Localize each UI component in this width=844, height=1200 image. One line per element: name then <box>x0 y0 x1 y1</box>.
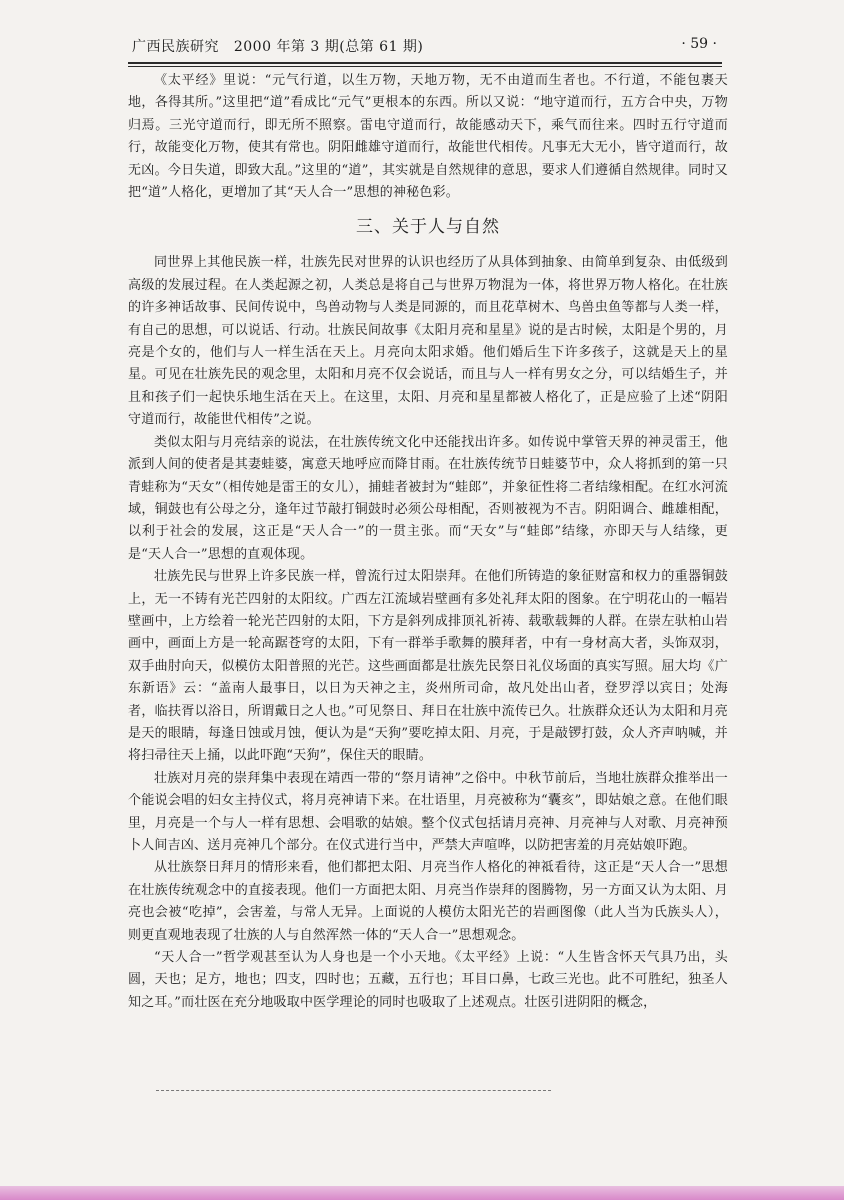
header-rule <box>128 62 722 67</box>
paragraph: 从壮族祭日拜月的情形来看，他们都把太阳、月亮当作人格化的神祗看待，这正是“天人合一”思想在壮族传统观念中的直接表现。他们一方面把太阳、月亮当作崇拜的图腾物，另一方面又认为太阳、月亮也会被“吃掉”，会害羞，与常人无异。上面说的人模仿太阳光芒的岩画图像（此人当为氏族头人），则更直观地表现了壮族的人与自然浑然一体的“天人合一”思想观念。 <box>128 860 728 943</box>
journal-name: 广西民族研究 <box>132 39 219 55</box>
paragraph: 类似太阳与月亮结亲的说法，在壮族传统文化中还能找出许多。如传说中掌管天界的神灵雷王，他派到人间的使者是其妻蛙婆，寓意天地呼应而降甘雨。在壮族传统节日蛙婆节中，众人将抓到的第一只青蛙称为“天女”（相传她是雷王的女儿），捕蛙者被封为“蛙郎”，并象征性将二者结缘相配。在红水河流域，铜鼓也有公母之分，逢年过节敲打铜鼓时必须公母相配，否则被视为不吉。阴阳调合、雌雄相配，以利于社会的发展，这正是“天人合一”的一贯主张。而“天女”与“蛙郎”结缘，亦即天与人结缘，更是“天人合一”思想的直观体现。 <box>128 434 728 562</box>
paragraph: 壮族先民与世界上许多民族一样，曾流行过太阳崇拜。在他们所铸造的象征财富和权力的重器铜鼓上，无一不铸有光芒四射的太阳纹。广西左江流域岩壁画有多处礼拜太阳的图象。在宁明花山的一幅岩壁画中，上方绘着一轮光芒四射的太阳，下方是斜列成排顶礼祈祷、载歌载舞的人群。在崇左驮柏山岩画中，画面上方是一轮高踞苍穹的太阳，下有一群举手歌舞的膜拜者，中有一身材高大者，头饰双羽，双手曲肘向天，似模仿太阳普照的光芒。这些画面都是壮族先民祭日礼仪场面的真实写照。屈大均《广东新语》云：“盖南人最事日，以日为天神之主，炎州所司命，故凡处出山者，登罗浮以宾日；处海者，临扶胥以浴日，所谓戴日之人也。”可见祭日、拜日在壮族中流传已久。壮族群众还认为太阳和月亮是天的眼睛，每逢日蚀或月蚀，便认为是“天狗”要吃掉太阳、月亮，于是敲锣打鼓，众人齐声呐喊，并将扫帚往天上捅，以此吓跑“天狗”，保住天的眼睛。 <box>128 569 728 764</box>
issue-label: 2000 年第 3 期(总第 61 期) <box>233 39 424 55</box>
paragraph: 壮族对月亮的崇拜集中表现在靖西一带的“祭月请神”之俗中。中秋节前后，当地壮族群众推举出一个能说会唱的妇女主持仪式，将月亮神请下来。在壮语里，月亮被称为“囊亥”，即姑娘之意。在他们眼里，月亮是一个与人一样有思想、会唱歌的姑娘。整个仪式包括请月亮神、月亮神与人对歌、月亮神预卜人间吉凶、送月亮神几个部分。在仪式进行当中，严禁大声喧哗，以防把害羞的月亮姑娘吓跑。 <box>128 770 728 853</box>
paragraph: 同世界上其他民族一样，壮族先民对世界的认识也经历了从具体到抽象、由简单到复杂、由低级到高级的发展过程。在人类起源之初，人类总是将自己与世界万物混为一体，将世界万物人格化。在壮族的许多神话故事、民间传说中，鸟兽动物与人类是同源的，而且花草树木、鸟兽虫鱼等都与人类一样，有自己的思想，可以说话、行动。壮族民间故事《太阳月亮和星星》说的是古时候，太阳是个男的，月亮是个女的，他们与人一样生活在天上。月亮向太阳求婚。他们婚后生下许多孩子，这就是天上的星星。可见在壮族先民的观念里，太阳和月亮不仅会说话，而且与人一样有男女之分，可以结婚生子，并且和孩子们一起快乐地生活在天上。在这里，太阳、月亮和星星都被人格化了，正是应验了上述“阴阳守道而行，故能世代相传”之说。 <box>128 255 728 428</box>
running-header <box>132 36 717 58</box>
article-body <box>128 70 728 1014</box>
paragraph: “天人合一”哲学观甚至认为人身也是一个小天地。《太平经》上说：“人生皆含怀天气具乃出，头圆，天也；足方，地也；四支，四时也；五藏，五行也；耳目口鼻，七政三光也。此不可胜纪，独圣人知之耳。”而壮医在充分地吸取中医学理论的同时也吸取了上述观点。壮医引进阴阳的概念， <box>128 950 728 1010</box>
section-title: 三、关于人与自然 <box>356 217 500 238</box>
paragraph-intro: 《太平经》里说：“元气行道，以生万物，天地万物，无不由道而生者也。不行道，不能包裹天地，各得其所。”这里把“道”看成比“元气”更根本的东西。所以又说：“地守道而行，五方合中央，万物归焉。三光守道而行，即无所不照察。雷电守道而行，故能感动天下，乘气而往来。四时五行守道而行，故能变化万物，使其有常也。阴阳雌雄守道而行，故能世代相传。凡事无大无小，皆守道而行，故无凶。今日失道，即致大乱。”这里的“道”，其实就是自然规律的意思，要求人们遵循自然规律。同时又把“道”人格化，更增加了其“天人合一”思想的神秘色彩。 <box>128 73 728 201</box>
journal-issue <box>132 36 423 56</box>
footer-rule <box>156 1090 551 1091</box>
scan-edge-band <box>0 1186 844 1200</box>
page-number: · 59 · <box>681 36 717 52</box>
